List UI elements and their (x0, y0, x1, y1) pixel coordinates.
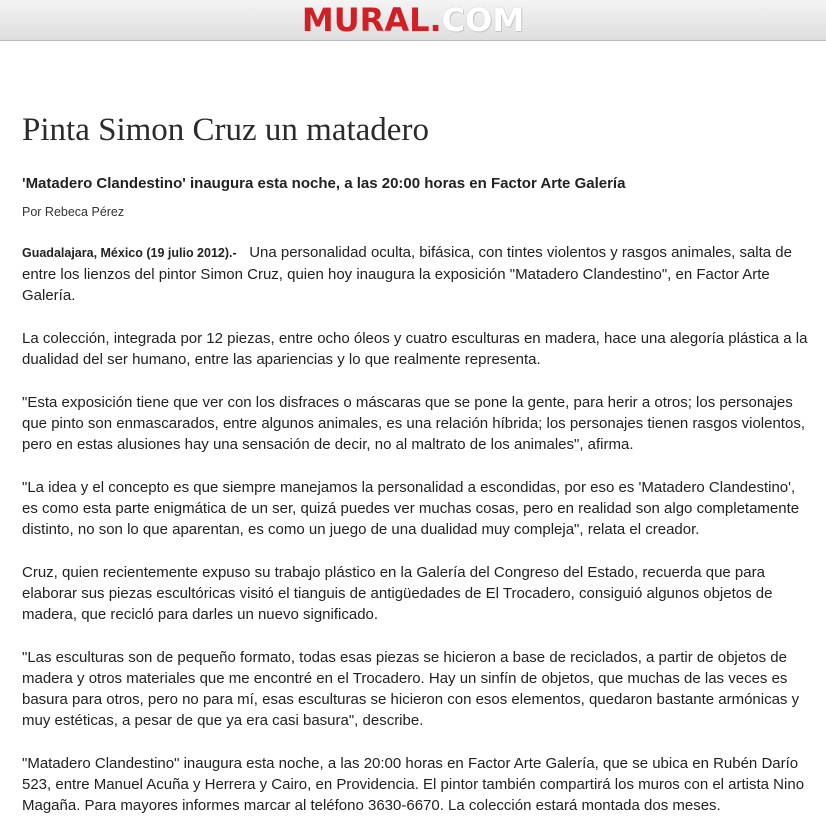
article-subtitle: 'Matadero Clandestino' inaugura esta noche, a las 20:00 horas en Factor Arte Galería (22, 175, 626, 192)
article-byline: Por Rebeca Pérez (22, 205, 125, 219)
paragraph-7: "Matadero Clandestino" inaugura esta noche, a las 20:00 horas en Factor Arte Galería, que se ubica en Rubén Darío 523, entre Manuel Acuña y Herrera y Cairo, en Providencia. El pintor también compartirá los muros con el artista Nino Magaña. Para mayores informes marcar al teléfono 3630-6670. La colección estará montada dos meses. (22, 755, 805, 814)
site-header (0, 0, 826, 41)
logo-dot: . (429, 1, 442, 39)
paragraph-6: "Las esculturas son de pequeño formato, todas esas piezas se hicieron a base de reciclados, a partir de objetos de madera y otros materiales que me encontré en el Trocadero. Hay un sinfín de objetos, que muchas de las veces es basura para otros, pero no para mí, esas esculturas se hicieron con esos elementos, quedaron bastante armónicas y muy estéticas, a pesar de que ya era casi basura", describe. (22, 649, 800, 729)
article-body (22, 242, 808, 838)
dateline: Guadalajara, México (19 julio 2012).- (22, 246, 237, 260)
logo-suffix: COM (441, 1, 525, 39)
paragraph-5: Cruz, quien recientemente expuso su trabajo plástico en la Galería del Congreso del Estado, recuerda que para elaborar sus piezas escultóricas visitó el tianguis de antigüedades de El Trocadero, consiguió algunos objetos de madera, que recicló para darles un nuevo significado. (22, 564, 773, 623)
paragraph-1 (22, 242, 808, 306)
paragraph-4: "La idea y el concepto es que siempre manejamos la personalidad a escondidas, por eso es 'Matadero Clandestino', es como esta parte enigmática de un ser, quizá puedes ver muchas cosas, pero en realidad son algo completamente distinto, no son lo que aparentan, es como un juego de una dualidad muy compleja", relata el creador. (22, 479, 800, 538)
paragraph-2: La colección, integrada por 12 piezas, entre ocho óleos y cuatro esculturas en madera, hace una alegoría plástica a la dualidad del ser humano, entre las apariencias y lo que realmente representa. (22, 330, 808, 368)
paragraph-1-text: Una personalidad oculta, bifásica, con tintes violentos y rasgos animales, salta de entre los lienzos del pintor Simon Cruz, quien hoy inaugura la exposición "Matadero Clandestino", en Factor Arte Galería. (22, 244, 792, 304)
paragraph-3: "Esta exposición tiene que ver con los disfraces o máscaras que se pone la gente, para herir a otros; los personajes que pinto son enmascarados, entre algunos animales, es una relación híbrida; los personajes tienen rasgos violentos, pero en estas alusiones hay una sensación de decir, no al maltrato de los animales", afirma. (22, 394, 805, 453)
site-logo[interactable] (0, 1, 826, 39)
article-title: Pinta Simon Cruz un matadero (22, 112, 429, 148)
logo-main: MURAL (301, 1, 430, 39)
